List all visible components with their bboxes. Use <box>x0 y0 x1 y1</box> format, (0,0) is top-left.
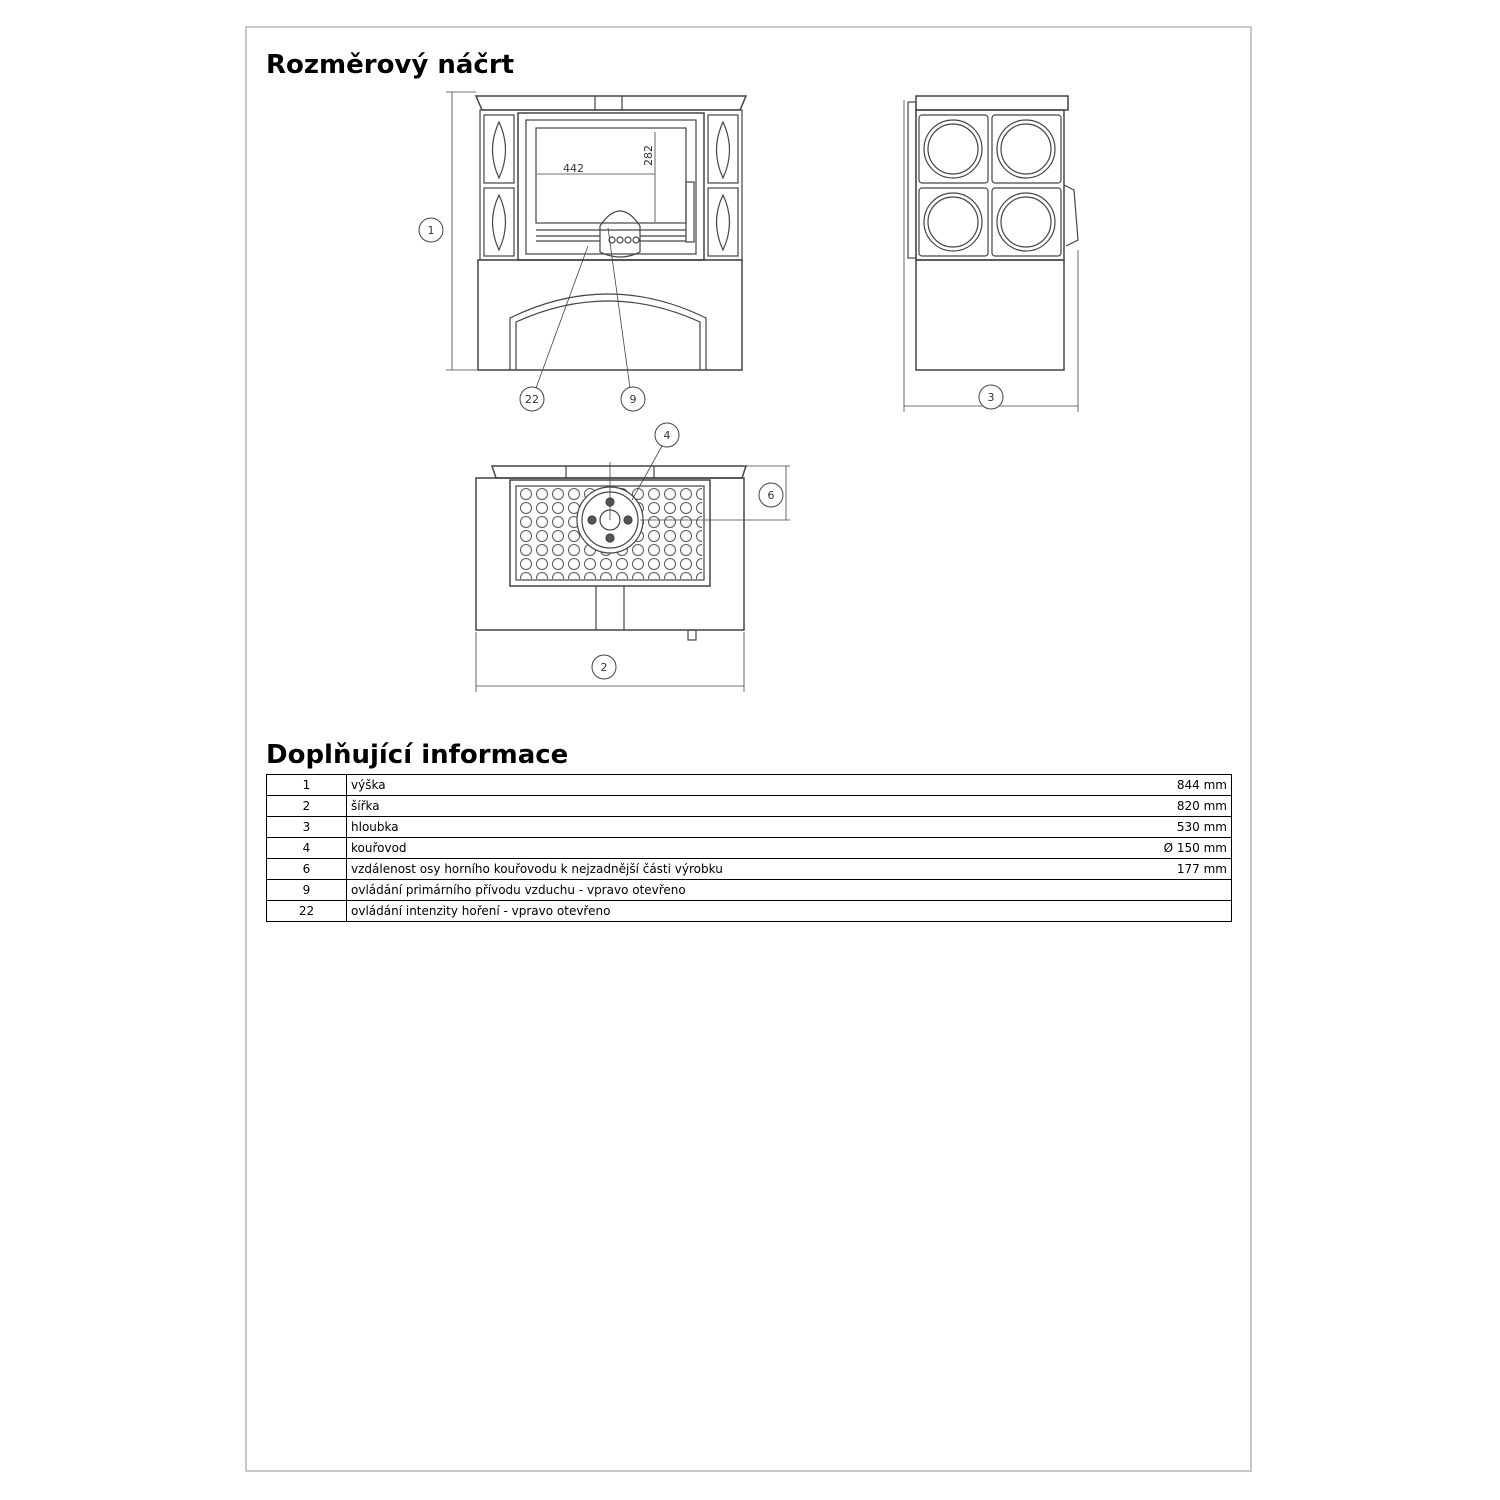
dimension-drawing <box>0 0 1500 720</box>
window-width-label: 442 <box>563 162 584 175</box>
row-value <box>1112 901 1232 922</box>
row-number: 22 <box>267 901 347 922</box>
table-row <box>267 775 1232 796</box>
row-label: šířka <box>347 796 1112 817</box>
table-row <box>267 838 1232 859</box>
callout-2: 2 <box>600 661 608 674</box>
callout-22: 22 <box>525 393 539 406</box>
table-row <box>267 817 1232 838</box>
top-view <box>476 446 790 692</box>
row-label: hloubka <box>347 817 1112 838</box>
row-label: výška <box>347 775 1112 796</box>
row-label: kouřovod <box>347 838 1112 859</box>
row-number: 6 <box>267 859 347 880</box>
row-number: 2 <box>267 796 347 817</box>
table-row <box>267 880 1232 901</box>
row-number: 3 <box>267 817 347 838</box>
row-value: Ø 150 mm <box>1112 838 1232 859</box>
front-view <box>446 92 746 388</box>
table-row <box>267 796 1232 817</box>
side-view <box>904 96 1078 412</box>
row-label: vzdálenost osy horního kouřovodu k nejzadnější části výrobku <box>347 859 1112 880</box>
callout-9: 9 <box>629 393 637 406</box>
callout-3: 3 <box>987 391 995 404</box>
info-title: Doplňující informace <box>266 740 569 770</box>
info-table <box>266 774 1232 922</box>
row-value: 820 mm <box>1112 796 1232 817</box>
window-height-label: 282 <box>642 145 655 166</box>
callout-1: 1 <box>427 224 435 237</box>
row-label: ovládání intenzity hoření - vpravo otevřeno <box>347 901 1112 922</box>
row-number: 9 <box>267 880 347 901</box>
table-row <box>267 859 1232 880</box>
callout-6: 6 <box>767 489 775 502</box>
row-value: 844 mm <box>1112 775 1232 796</box>
row-number: 4 <box>267 838 347 859</box>
sketch-title: Rozměrový náčrt <box>266 50 515 80</box>
row-value: 177 mm <box>1112 859 1232 880</box>
row-value: 530 mm <box>1112 817 1232 838</box>
table-row <box>267 901 1232 922</box>
row-value <box>1112 880 1232 901</box>
callout-4: 4 <box>663 429 671 442</box>
row-number: 1 <box>267 775 347 796</box>
row-label: ovládání primárního přívodu vzduchu - vpravo otevřeno <box>347 880 1112 901</box>
